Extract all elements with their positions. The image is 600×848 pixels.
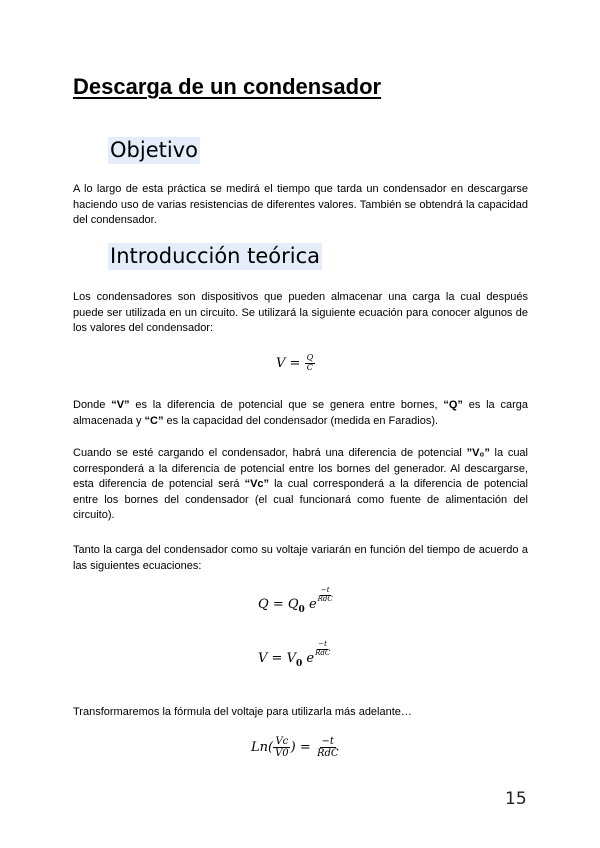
p2-text-2: es la diferencia de potencial que se genera entre bornes, xyxy=(129,399,444,411)
eq1-lhs: V xyxy=(276,355,286,371)
eq3-base: V xyxy=(286,651,296,666)
p2-bold-v: “V” xyxy=(111,399,130,411)
eq3-equals: = xyxy=(271,651,283,666)
equation-voltage xyxy=(258,640,331,669)
eq2-exponent xyxy=(317,587,334,603)
eq4-right-denominator: RdC xyxy=(316,748,339,759)
eq2-subscript: 0 xyxy=(298,605,305,615)
equation-charge xyxy=(258,586,334,615)
equation-log-voltage xyxy=(251,736,341,759)
eq3-subscript: 0 xyxy=(295,659,303,669)
eq2-exp-numerator: −t xyxy=(320,586,330,594)
p2-bold-q: “Q” xyxy=(443,399,463,411)
p2-bold-c: “C” xyxy=(144,414,164,427)
eq4-right-numerator: −t xyxy=(321,736,334,747)
eq3-exponent xyxy=(314,641,331,657)
objective-heading: Objetivo xyxy=(110,138,198,162)
eq3-exp-numerator: −t xyxy=(318,640,327,648)
intro-paragraph-2 xyxy=(73,398,528,429)
intro-heading: Introducción teórica xyxy=(110,244,321,268)
intro-paragraph-5: Transformaremos la fórmula del voltaje para utilizarla más adelante… xyxy=(73,706,412,718)
eq1-numerator: Q xyxy=(306,353,314,362)
eq2-e: e xyxy=(308,597,317,612)
p3-text-2: la cual corresponderá a la diferencia de potencial entre los bornes del generador. Al descargarse, esta diferencia de potencial será xyxy=(73,447,528,491)
eq2-lhs: Q xyxy=(258,597,269,612)
equation-capacitance xyxy=(276,354,315,373)
eq2-base: Q xyxy=(287,597,299,612)
p3-text-1: Cuando se esté cargando el condensador, habrá una diferencia de potencial xyxy=(73,447,467,459)
p2-text-1: Donde xyxy=(73,399,112,411)
eq2-equals: = xyxy=(272,597,284,612)
objective-paragraph: A lo largo de esta práctica se medirá el tiempo que tarda un condensador en descargarse haciendo uso de varias resistencias de diferentes valores. También se obtendrá la capacidad del condensador. xyxy=(73,183,528,227)
p3-bold-v0: ”V₀” xyxy=(466,447,490,459)
page-number: 15 xyxy=(505,789,527,809)
eq2-exp-denominator: RdC xyxy=(317,594,333,603)
p2-text-4: es la capacidad del condensador (medida en Faradios). xyxy=(163,414,439,427)
eq1-fraction xyxy=(305,354,316,373)
document-title: Descarga de un condensador xyxy=(73,74,382,99)
eq1-denominator: C xyxy=(306,362,313,372)
eq4-numerator: Vc xyxy=(275,736,289,747)
eq4-left-fraction xyxy=(273,736,291,759)
eq3-e: e xyxy=(306,651,315,666)
intro-paragraph-1: Los condensadores son dispositivos que pueden almacenar una carga la cual después puede ser utilizada en un circuito. Se utilizará la siguiente ecuación para conocer algunos de los valores del condensador: xyxy=(73,291,528,335)
p3-bold-vc: “Vc” xyxy=(244,478,270,491)
p2-text-3: es la carga almacenada y xyxy=(73,399,528,427)
eq4-right-fraction xyxy=(315,736,341,759)
intro-paragraph-3 xyxy=(73,446,528,524)
p3-text-3: la cual corresponderá a la diferencia de potencial entre los bornes del condensador (el cual funcionará como fuente de alimentación del circuito). xyxy=(73,478,528,522)
eq3-lhs: V xyxy=(258,651,268,666)
eq4-denominator: V0 xyxy=(275,748,289,759)
eq4-function: Ln( xyxy=(251,740,274,755)
intro-paragraph-4: Tanto la carga del condensador como su voltaje variarán en función del tiempo de acuerdo a las siguientes ecuaciones: xyxy=(73,544,528,572)
eq4-equals: = xyxy=(299,740,311,755)
eq3-exp-denominator: RdC xyxy=(315,648,331,657)
eq4-close: ) xyxy=(290,740,296,755)
eq1-equals: = xyxy=(289,355,301,371)
